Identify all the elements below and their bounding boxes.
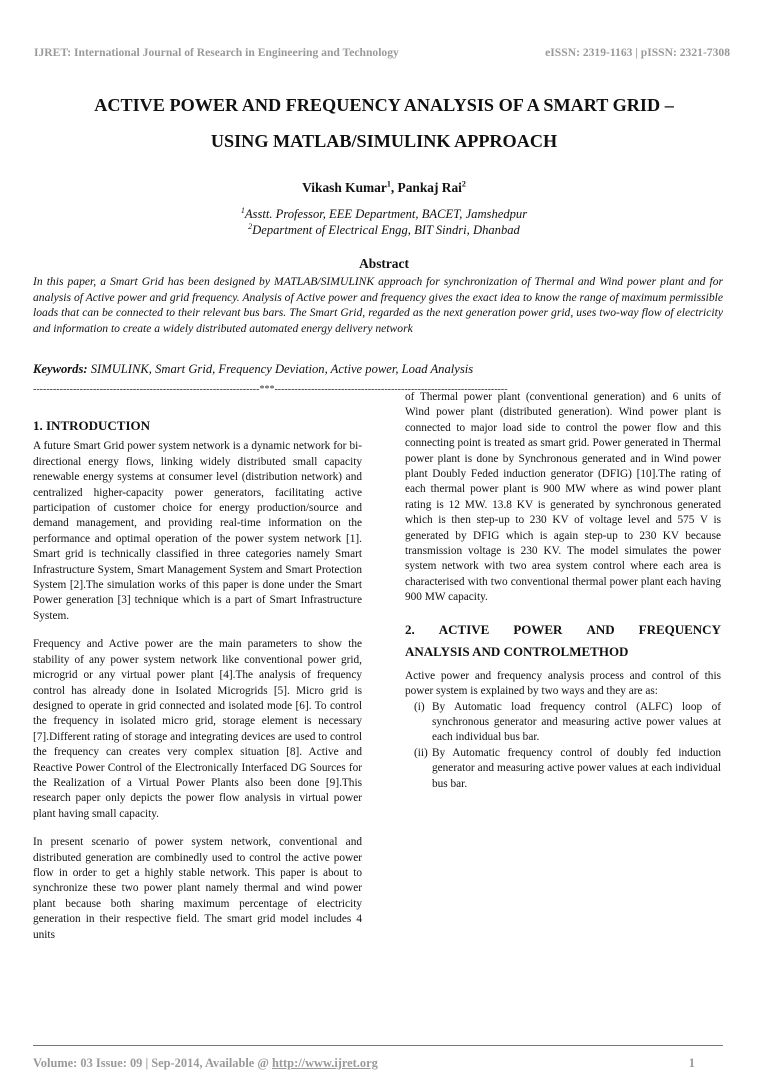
method-list [405,700,721,792]
right-column [405,390,721,792]
affiliation-2-text: Department of Electrical Engg, BIT Sindri, Dhanbad [252,223,520,237]
list-item-text: By Automatic frequency control of doubly fed induction generator and measuring active power values at each individual bus bar. [432,746,721,790]
left-column [33,418,362,956]
journal-website-link[interactable]: http://www.ijret.org [272,1056,378,1070]
running-footer [33,1056,695,1071]
intro-paragraph-2: Frequency and Active power are the main parameters to show the stability of any power system network like conventional power grid, microgrid or any virtual power plant [4].The analysis of frequency control has already done in Isolated Microgrids [5]. Micro grid is designed to operate in grid connected and isolated mode [6]. To control the frequency in isolated micro grid, storage element is necessary [7].Different rating of storage and integrating devices are used to control the frequency can creates very complex situation [8]. Active and Reactive Power Control of the Electronically Interfaced DG Sources for the Realization of a Virtual Power Plants also been done [9].This research paper only depicts the power flow analysis in virtual power plant having small capacity. [33,638,362,820]
paper-title-line-1: ACTIVE POWER AND FREQUENCY ANALYSIS OF A SMART GRID – [94,95,674,115]
list-item-text: By Automatic load frequency control (ALFC) loop of synchronous generator and measuring active power values at each individual bus bar. [432,700,721,744]
affiliation-2-sup: 2 [248,221,253,231]
author-list [0,180,768,196]
intro-paragraph-3: In present scenario of power system network, conventional and distributed generation are combinedly used to control the active power flow in order to get a highly stable network. This paper is about to synchronize these two power plant namely thermal and wind power plant because both sharing maximum percentage of electricity generation in their respective field. The smart grid model includes 4 units [33,836,362,941]
section-2-heading-word: AND [586,621,615,637]
affiliation-1-sup: 1 [240,205,245,215]
list-item-number: (i) [414,700,425,713]
list-item-number: (ii) [414,746,428,759]
keywords [33,362,723,377]
abstract-heading: Abstract [359,256,409,271]
journal-name: IJRET: International Journal of Research in Engineering and Technology [34,46,399,59]
footer-rule [33,1045,723,1046]
section-2-heading-word: FREQUENCY [638,621,721,637]
author-2-sup: 2 [461,179,466,189]
section-2-heading-word: ACTIVE [438,621,490,637]
section-2-heading-word: POWER [513,621,563,637]
paper-title-line-2: USING MATLAB/SIMULINK APPROACH [210,131,558,151]
abstract-text: In this paper, a Smart Grid has been designed by MATLAB/SIMULINK approach for synchronization of Thermal and Wind power plant and for analysis of Active power and grid frequency. Analysis of Active power and frequency gives the exact idea to know the range of maximum permissible loads that can be connected to their relevant bus bars. The Smart Grid, regarded as the next generation power grid, uses two-way flow of electricity and information to create a widely distributed automated energy delivery network [33,275,723,335]
author-2-name: Pankaj Rai [397,180,462,195]
keywords-text: SIMULINK, Smart Grid, Frequency Deviation, Active power, Load Analysis [87,362,474,376]
section-2-heading-line-2: ANALYSIS AND CONTROLMETHOD [405,643,629,659]
page-number: 1 [688,1056,695,1070]
section-2-intro: Active power and frequency analysis process and control of this power system is explained by two ways and they are as: [405,669,721,698]
issn-info: eISSN: 2319-1163 | pISSN: 2321-7308 [545,46,730,59]
intro-paragraph-1: A future Smart Grid power system network is a dynamic network for bi-directional energy flows, linking widely distributed small capacity renewable energy systems at consumer level (distribution network) and centralized higher-capacity power generators, facilitating active participation of customer choice for energy production/source and demand management, and providing real-time information on the performance and optimal operation of the power system network [1]. Smart grid is technically classified in three categories namely Smart Infrastructure System, Smart Management System and Smart Protection System [2].The simulation works of this paper is done under the Smart Power generation [3] technique which is a part of Smart Infrastructure System. [33,440,362,622]
keywords-label: Keywords: [33,362,88,376]
footer-volume-text: Volume: 03 Issue: 09 | Sep-2014, Available @ [33,1056,273,1070]
list-item [405,700,721,746]
affiliation-1-text: Asstt. Professor, EEE Department, BACET, Jamshedpur [244,207,528,221]
section-separator: --------------------------------------------------------------------***---------------------------------------------------------------------- [33,384,508,395]
author-1-sup: 1 [386,179,391,189]
running-header [34,46,730,59]
author-1-name: Vikash Kumar [302,180,387,195]
section-2-heading-word: 2. [405,621,415,637]
affiliation-2 [0,223,768,238]
section-1-heading: 1. INTRODUCTION [33,418,151,433]
affiliation-1 [0,207,768,222]
section-2-heading [405,619,721,663]
list-item [405,746,721,792]
footer-volume-info [33,1056,378,1071]
author-separator: , [390,180,398,195]
intro-continuation: of Thermal power plant (conventional generation) and 6 units of Wind power plant (distributed generation). Wind power plant is connected to major load side to control the power flow and this connecting point is treated as smart grid. Power generated in Thermal power plant is done by Synchronous generated and in Wind power plant Doubly Feded induction generator (DFIG) [10].The rating of each thermal power plant is 900 MW where as wind power plant rating is 12 MW. 13.8 KV is generated by synchronous generated which is then step-up to 230 KV of voltage level and 575 V is generated by DFIG which is again step-up to 230 KV because transmission voltage is 230 KV. The model simulates the power system network with two area system control where each area is characterised with two conventional thermal power plant each having 900 MW capacity. [405,391,721,604]
